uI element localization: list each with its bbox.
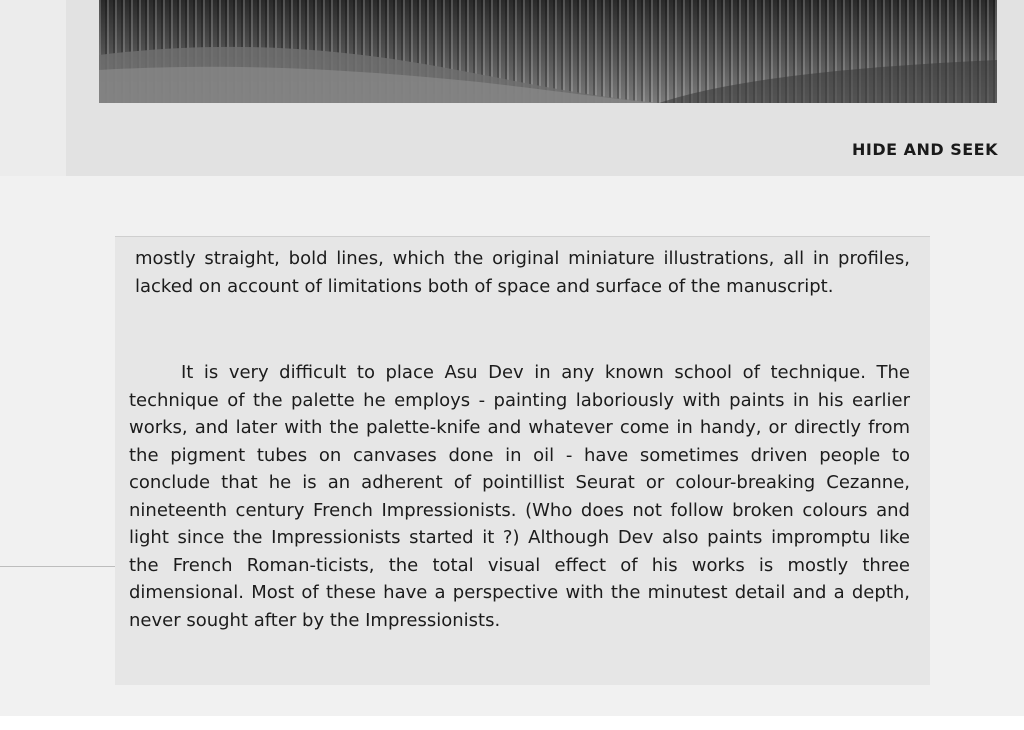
paper-edge-line: [0, 566, 116, 567]
page-bottom-edge: [0, 716, 1024, 730]
article-text-clipping: [115, 236, 930, 685]
paragraph-1: mostly straight, bold lines, which the original miniature illustrations, all in profiles, lacked on account of limitations both of space and surface of the manuscript.: [135, 248, 910, 297]
forest-photo: [99, 0, 997, 103]
paragraph-2: It is very difficult to place Asu Dev in any known school of technique. The technique of the palette he employs - painting laboriously with paints in his earlier works, and later with the palette-knife and whatever come in handy, or directly from the pigment tubes on canvases done in oil - have sometimes driven people to conclude that he is an adherent of pointillist Seurat or colour-breaking Cezanne, nineteenth century French Impressionists. (Who does not follow broken colours and light since the Impressionists started it ?) Although Dev also paints impromptu like the French Roman-ticists, the total visual effect of his works is mostly three dimensional. Most of these have a perspective with the minutest detail and a depth, never sought after by the Impressionists.: [129, 362, 910, 631]
photo-caption: HIDE AND SEEK: [851, 140, 998, 159]
forest-photo-image: [99, 0, 997, 103]
